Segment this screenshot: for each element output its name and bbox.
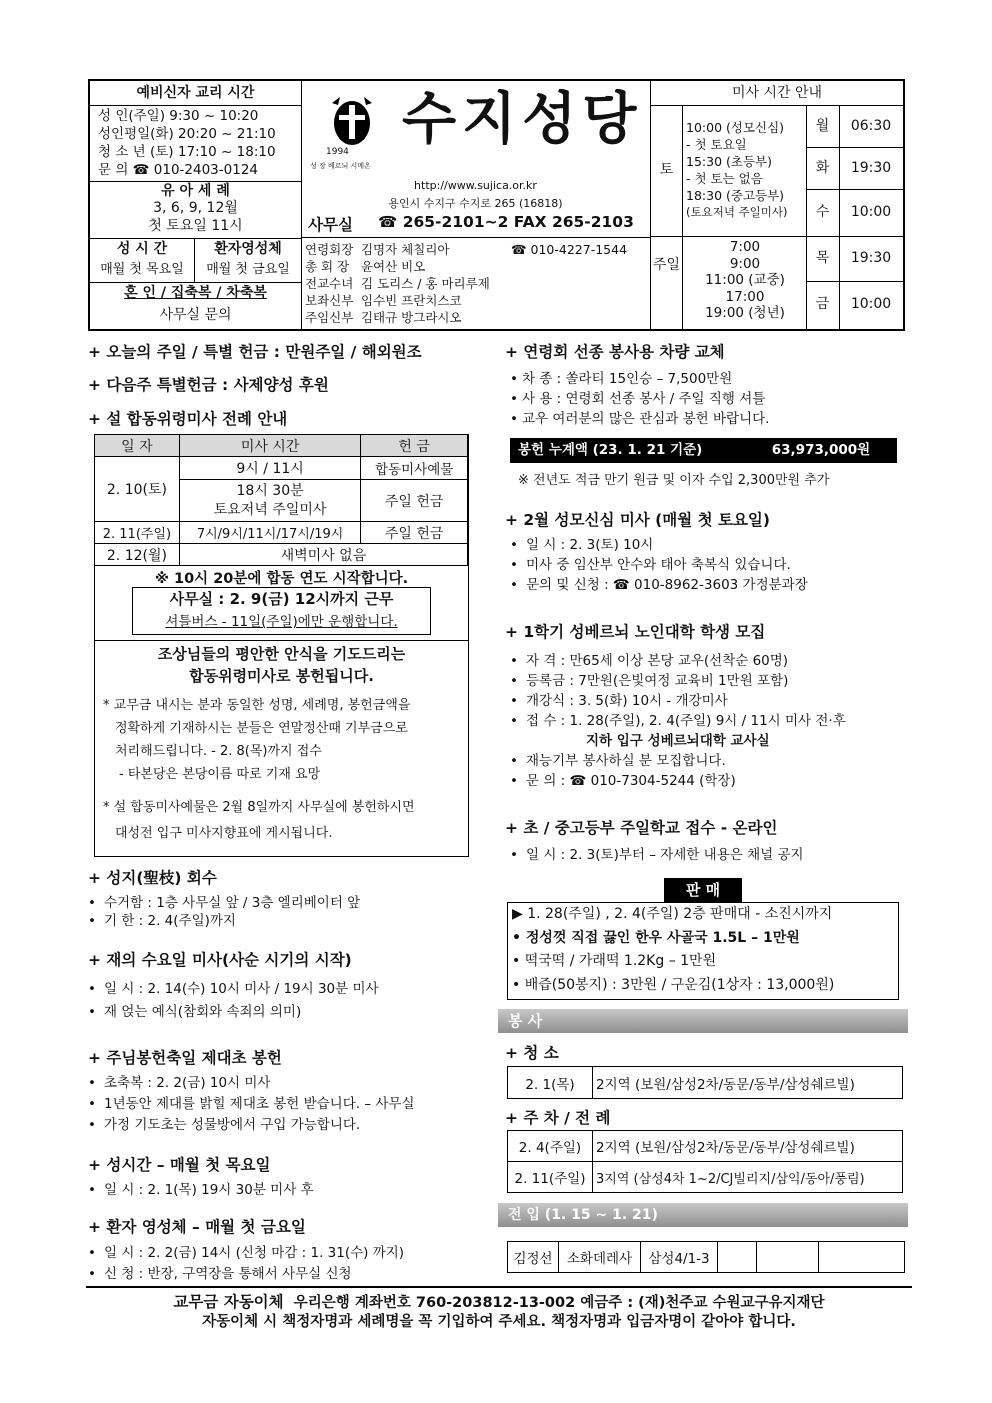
catechism-row: 성인평일(화) 20:20 ~ 21:10 — [98, 126, 276, 142]
section-heading: + 2월 성모신심 미사 (매월 첫 토요일) — [505, 511, 770, 529]
table-row: 2. 11(주일) 3지역 (삼성4차 1~2/CJ빌리지/삼익/동아/풍림) — [508, 1162, 903, 1193]
office-hours-box: 사무실 : 2. 9(금) 12시까지 근무 셔틀버스 - 11일(주일)에만 운행합니다. — [132, 587, 431, 635]
sunday-mass-times: 7:00 9:00 11:00 (교중) 17:00 19:00 (청년) — [705, 239, 785, 321]
sick-communion-value: 매월 첫 금요일 — [206, 262, 290, 277]
col-header: 헌 금 — [361, 435, 468, 457]
holy-hour-title: 성 시 간 — [116, 241, 168, 257]
weekday-label: 금 — [815, 296, 830, 312]
donation-note: ※ 전년도 적금 만기 원금 및 이자 수입 2,300만원 추가 — [518, 473, 830, 488]
memorial-mass-box — [94, 434, 469, 857]
bullet-list: • 일 시 : 2. 14(수) 10시 미사 / 19시 30분 미사 • 재 얹는 예식(참회와 속죄의 의미) — [88, 981, 379, 1020]
sunday-label: 주일 — [652, 257, 681, 273]
staff-row: 보좌신부 임수빈 프란치스코 — [305, 293, 462, 308]
catechism-row: 문 의 ☎ 010-2403-0124 — [98, 162, 258, 178]
weekday-label: 목 — [815, 250, 830, 266]
sale-box: ▶ 1. 28(주일) , 2. 4(주일) 2층 판매대 - 소진시까지 • 정성껏 직접 끓인 한우 사골국 1.5L – 1만원 • 떡국떡 / 가래떡 1.2Kg – 1만원 • 배즙(50봉지) : 3만원 / 구운김(1상자 : 13,000원) — [507, 902, 899, 1000]
bullet-list: • 일 시 : 2. 2(금) 14시 (신청 마감 : 1. 31(수) 까지) • 신 청 : 반장, 구역장을 통해서 사무실 신청 — [88, 1245, 405, 1282]
weekday-time: 06:30 — [850, 118, 892, 134]
infant-baptism-time: 첫 토요일 11시 — [148, 218, 243, 234]
section-heading: + 성시간 – 매월 첫 목요일 — [88, 1156, 271, 1174]
memorial-mass-table — [94, 434, 468, 566]
catechism-row: 청 소 년 (토) 17:10 ~ 18:10 — [98, 144, 276, 160]
parish-name: 수지성당 — [402, 87, 643, 152]
donation-total-value: 63,973,000원 — [745, 438, 897, 463]
memorial-notice: ※ 10시 20분에 합동 연도 시작합니다. — [154, 571, 409, 587]
holy-hour-value: 매월 첫 목요일 — [100, 262, 184, 277]
col-header: 일 자 — [95, 435, 180, 457]
staff-list — [305, 241, 650, 326]
table-row: 18시 30분 토요저녁 주일미사 주일 헌금 — [95, 480, 468, 522]
section-heading: + 연령회 선종 봉사용 차량 교체 — [505, 343, 725, 361]
cleaning-table — [507, 1066, 903, 1099]
bullet-list: • 수거함 : 1층 사무실 앞 / 3층 엘리베이터 앞 • 기 한 : 2. 4(주일)까지 — [88, 895, 361, 929]
sale-title: 판 매 — [664, 878, 742, 902]
section-heading: + 재의 수요일 미사(사순 시기의 시작) — [88, 951, 352, 969]
section-heading: + 다음주 특별헌금 : 사제양성 후원 — [88, 376, 329, 394]
bullet-list: • 자 격 : 만65세 이상 본당 교우(선착순 60명) • 등록금 : 7만원(은빛여정 교육비 1만원 포함) • 개강식 : 3. 5(화) 10시 - 개강미사 • 접 수 : 1. 28(주일), 2. 4(주일) 9시 / 11시 미사 전·후 지하 입구 성베르뇌대학 교사실 • 재능기부 봉사하실 분 모집합니다. • 문 의 : ☎ 010-7304-5244 (학장) — [510, 653, 846, 789]
tax-notice: * 교무금 내시는 분과 동일한 성명, 세례명, 봉헌금액을 정확하게 기재하시는 분들은 연말정산때 기부금으로 처리해드립니다. - 2. 8(목)까지 접수 - 타본당은 본당이름 따로 기재 요망 — [103, 698, 411, 782]
saturday-label: 토 — [659, 162, 674, 178]
weekday-label: 월 — [815, 118, 830, 134]
move-in-table — [507, 1241, 905, 1273]
section-heading: + 오늘의 주일 / 특별 헌금 : 만원주일 / 해외원조 — [88, 343, 422, 361]
donation-total-label: 봉헌 누계액 (23. 1. 21 기준) — [510, 438, 750, 463]
weekday-label: 화 — [815, 160, 830, 176]
section-heading: + 청 소 — [505, 1044, 559, 1062]
table-header-row — [95, 435, 468, 457]
office-phone: ☎ 265-2101~2 FAX 265-2103 — [378, 213, 634, 231]
website-link[interactable]: http://www.sujica.or.kr — [414, 179, 537, 192]
bullet-list: • 차 종 : 쏠라티 15인승 – 7,500만원 • 사 용 : 연령회 선종 봉사 / 주일 직행 셔틀 • 교우 여러분의 많은 관심과 봉헌 바랍니다. — [510, 371, 770, 427]
section-heading: + 1학기 성베르뇌 노인대학 학생 모집 — [505, 623, 766, 641]
weekday-label: 수 — [815, 204, 830, 220]
staff-row: 총 회 장 윤여산 비오 — [305, 259, 426, 274]
weekday-time: 19:30 — [850, 160, 892, 176]
marriage-title: 혼 인 / 집축복 / 차축복 — [124, 285, 267, 301]
service-title: 봉 사 — [498, 1009, 908, 1033]
prayer-text: 조상님들의 평안한 안식을 기도드리는 합동위령미사로 봉헌됩니다. — [157, 645, 406, 685]
infant-baptism-months: 3, 6, 9, 12월 — [153, 200, 238, 216]
table-row: 2. 12(월) 새벽미사 없음 — [95, 544, 468, 566]
section-heading: + 환자 영성체 – 매월 첫 금요일 — [88, 1218, 306, 1236]
staff-row: 전교수녀 김 도리스 / 홍 마리루제 — [305, 276, 490, 291]
catechism-row: 성 인(주일) 9:30 ~ 10:20 — [98, 108, 259, 124]
table-row: 2. 10(토) 9시 / 11시 합동미사예물 — [95, 457, 468, 480]
parking-table — [507, 1130, 903, 1193]
table-row: 2. 4(주일) 2지역 (보원/삼성2차/동문/동부/삼성쉐르빌) — [508, 1131, 903, 1162]
col-header: 미사 시간 — [179, 435, 360, 457]
footer-rule — [86, 1286, 912, 1288]
table-row: 김정선 소화데레사 삼성4/1-3 — [508, 1242, 905, 1273]
offering-notice: * 설 합동미사예물은 2월 8일까지 사무실에 봉헌하시면 대성전 입구 미사지향표에 게시됩니다. — [103, 800, 415, 841]
bullet-list: • 초축복 : 2. 2(금) 10시 미사 • 1년동안 제대를 밝힐 제대초 봉헌 받습니다. – 사무실 • 가정 기도초는 성물방에서 구입 가능합니다. — [88, 1075, 415, 1133]
bulletin-header — [88, 79, 905, 331]
sick-communion-title: 환자영성체 — [214, 241, 282, 257]
section-heading: + 설 합동위령미사 전례 안내 — [88, 410, 288, 428]
parish-logo-icon — [326, 95, 378, 151]
mass-schedule-title: 미사 시간 안내 — [651, 81, 903, 106]
section-heading: + 초 / 중고등부 주일학교 접수 - 온라인 — [505, 819, 778, 837]
footer-line-2: 자동이체 시 책정자명과 세례명을 꼭 기입하여 주세요. 책정자명과 입금자명이 같아야 합니다. — [202, 1314, 796, 1330]
logo-caption: 성 장 베르뇌 시메온 — [310, 162, 371, 170]
catechism-title: 예비신자 교리 시간 — [90, 81, 301, 106]
bullet-list: • 일 시 : 2. 3(토)부터 – 자세한 내용은 채널 공지 — [510, 847, 804, 863]
saturday-mass-times: 10:00 (성모신심) - 첫 토요일 15:30 (초등부) - 첫 토는 없음 18:30 (중고등부) (토요저녁 주일미사) — [686, 120, 788, 219]
logo-year: 1994 — [326, 147, 349, 157]
weekday-time: 10:00 — [850, 204, 892, 220]
footer-line-1: 교무금 자동이체 우리은행 계좌번호 760-203812-13-002 예금주 : (재)천주교 수원교구유지재단 — [173, 1293, 825, 1311]
bullet-list: • 일 시 : 2. 1(목) 19시 30분 미사 후 — [88, 1182, 314, 1198]
section-heading: + 성지(聖枝) 회수 — [88, 869, 217, 887]
section-heading: + 주님봉헌축일 제대초 봉헌 — [88, 1049, 282, 1067]
weekday-time: 10:00 — [850, 296, 892, 312]
staff-row: 연령회장 김명자 체칠리아 ☎ 010-4227-1544 — [305, 242, 628, 257]
marriage-value: 사무실 문의 — [159, 307, 232, 323]
weekday-time: 19:30 — [850, 250, 892, 266]
table-row: 2. 11(주일) 7시/9시/11시/17시/19시 주일 헌금 — [95, 522, 468, 544]
infant-baptism-title: 유 아 세 례 — [161, 183, 230, 199]
catechism-schedule — [98, 107, 298, 179]
parish-address: 용인시 수지구 수지로 265 (16818) — [388, 197, 563, 210]
office-label: 사무실 — [308, 216, 353, 234]
move-in-title: 전 입 (1. 15 ~ 1. 21) — [498, 1203, 908, 1227]
staff-row: 주임신부 김태규 방그라시오 — [305, 310, 462, 325]
section-heading: + 주 차 / 전 례 — [505, 1109, 611, 1127]
table-row: 2. 1(목) 2지역 (보원/삼성2차/동문/동부/삼성쉐르빌) — [508, 1067, 903, 1099]
bullet-list: • 일 시 : 2. 3(토) 10시 • 미사 중 임산부 안수와 태아 축복식 있습니다. • 문의 및 신청 : ☎ 010-8962-3603 가정분과장 — [510, 537, 808, 593]
